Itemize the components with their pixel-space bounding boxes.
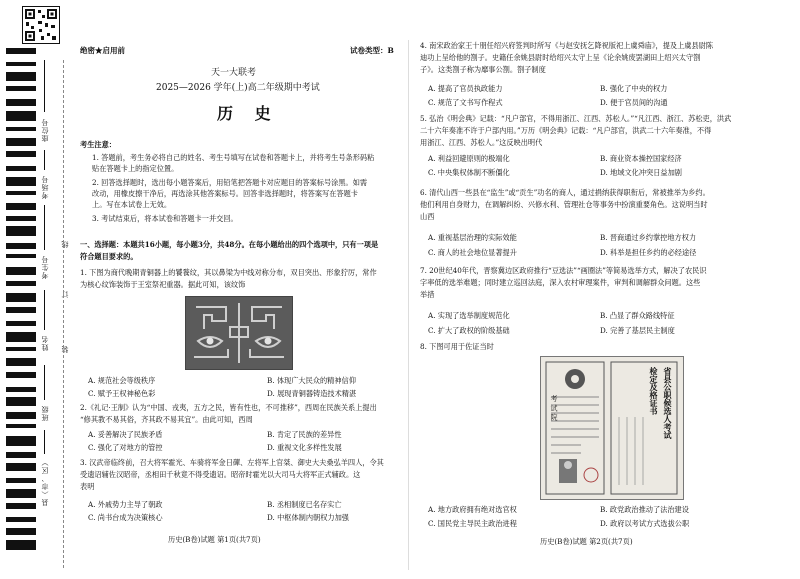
q4-stem: 迪功上呈给他的劄子。史籍任余姚县尉时给绍兴太守上呈《论余姚废罢湖田上绍兴太守劄: [420, 53, 701, 62]
q3-option-b[interactable]: B. 丞相制度已名存实亡: [267, 500, 342, 509]
q6-option-d[interactable]: D. 科举是担任乡约的必经途径: [600, 248, 697, 257]
county-line: [44, 430, 45, 454]
notes-item: 改动，用橡皮擦干净后，再选涂其他答案标号。回答非选择题时，将答案写在答题卡: [92, 189, 358, 198]
q6-stem: 6. 清代山西一些县在“监生”或“贡生”功名的商人，通过捐纳获得职衔后，常被推举为乡约。: [420, 188, 710, 197]
q2-stem: 2.《礼记·王制》认为“中国、戎夷，五方之民，皆有性也，不可推移”，西周在民族关系上提出: [80, 403, 377, 412]
candidate-label: 考生号: [41, 255, 49, 279]
class-line: [44, 365, 45, 400]
q6-option-a[interactable]: A. 重视基层治理的实际效能: [428, 233, 517, 242]
q5-option-c[interactable]: C. 中央集权体制不断僵化: [428, 168, 510, 177]
q1-option-c[interactable]: C. 赋予王权神秘色彩: [88, 389, 156, 398]
name-line: [44, 290, 45, 330]
q7-option-a[interactable]: A. 实现了选举制度规范化: [428, 311, 510, 320]
q3-option-c[interactable]: C. 尚书台成为决策核心: [88, 513, 163, 522]
notes-item: 3. 考试结束后，将本试卷和答题卡一并交回。: [92, 214, 238, 223]
q2-option-d[interactable]: D. 重视文化多样性发展: [267, 443, 342, 452]
q5-option-b[interactable]: B. 商业资本操控国家经济: [600, 154, 682, 163]
q6-stem: 山西: [420, 212, 435, 221]
exam-title: 2025—2026 学年(上)高二年级期中考试: [156, 83, 320, 93]
room-label: 考场号: [41, 175, 49, 199]
q8-option-c[interactable]: C. 国民党主导民主政治进程: [428, 519, 517, 528]
q6-option-b[interactable]: B. 晋商通过乡约掌控地方权力: [600, 233, 697, 242]
certificate-side-text: 考 试 院: [550, 395, 558, 421]
q8-option-a[interactable]: A. 地方政府拥有绝对选官权: [428, 505, 517, 514]
q6-stem: 他们利用自身财力，在调解纠纷、兴修水利、管理社仓等事务中扮演重要角色。这说明当时: [420, 200, 708, 209]
seat-label: 座位号: [41, 118, 49, 142]
q1-stem: 1. 下图为商代晚期青铜器上的饕餮纹，其以鼻梁为中线对称分布，双目突出、形象狞厉，常作: [80, 268, 377, 277]
q7-stem: 7. 20世纪40年代，晋察冀边区政府推行“豆选法”“画圈法”等简易选举方式，解决了农民识: [420, 266, 707, 275]
page-divider: [408, 40, 409, 570]
q8-stem: 8. 下图可用于佐证当时: [420, 342, 494, 351]
q4-option-a[interactable]: A. 提高了官员执政能力: [428, 84, 503, 93]
county-label: 县（市、区）: [41, 458, 49, 506]
bronze-taotie-figure: [185, 296, 293, 370]
q1-option-a[interactable]: A. 规范社会等级秩序: [88, 376, 156, 385]
q3-option-a[interactable]: A. 外戚势力主导了朝政: [88, 500, 163, 509]
q3-option-d[interactable]: D. 中枢体制内朝权力加强: [267, 513, 349, 522]
q5-stem: 二十六年奏准不许于户部内用。”万历《明会典》记载：“凡户部官，洪武二十六年奏准，不得: [420, 126, 712, 135]
q2-option-b[interactable]: B. 肯定了民族的差异性: [267, 430, 342, 439]
q1-option-d[interactable]: D. 展现青铜器铸造技术精湛: [267, 389, 357, 398]
binding-dashed-line: [63, 60, 64, 568]
q3-stem: 表明: [80, 482, 95, 491]
q4-option-d[interactable]: D. 便于官员间的沟通: [600, 98, 668, 107]
q7-option-c[interactable]: C. 扩大了政权的阶级基础: [428, 326, 510, 335]
certificate-figure: [540, 356, 684, 500]
q2-option-a[interactable]: A. 妥善解决了民族矛盾: [88, 430, 163, 439]
seat-line: [44, 60, 45, 112]
notes-item: 2. 回答选择题时，选出每小题答案后，用铅笔把答题卡对应题目的答案标号涂黑。如需: [92, 178, 368, 187]
cut-mark-bind: 装: [61, 345, 69, 353]
q5-stem: 用浙江、江西、苏松人。”这反映出明代: [420, 138, 543, 147]
q7-stem: 举措: [420, 290, 435, 299]
cut-mark-line: 线: [61, 240, 69, 248]
candidate-line: [44, 205, 45, 250]
q8-option-d[interactable]: D. 政府以考试方式选拔公职: [600, 519, 690, 528]
barcode-icon: [6, 48, 36, 574]
section-heading: 一、选择题：本题共16小题，每小题3分，共48分。在每小题给出的四个选项中，只有一项是: [80, 240, 379, 249]
footer-right: 历史(B卷)试题 第2页(共7页): [540, 537, 633, 546]
binding-strip: [0, 0, 68, 579]
q2-option-c[interactable]: C. 强化了对地方的管控: [88, 443, 163, 452]
certificate-title-line2: 检定及格证书: [649, 367, 659, 415]
subject-title: 历 史: [217, 104, 279, 123]
q4-stem: 4. 南宋政治家王十朋任绍兴府签判时所写《与赵安抚乞降祝版祀上虞舜庙》，提及上虞县尉陈: [420, 41, 714, 50]
notes-item: 贴在答题卡上的指定位置。: [92, 164, 179, 173]
q5-option-a[interactable]: A. 利益回避原则的极端化: [428, 154, 510, 163]
notes-item: 上。写在本试卷上无效。: [92, 200, 172, 209]
q4-option-c[interactable]: C. 规范了文书写作程式: [428, 98, 503, 107]
q2-stem: “修其教不易其俗，齐其政不易其宜”。由此可知，西周: [80, 415, 253, 424]
room-line: [44, 150, 45, 170]
qr-code-icon: [22, 6, 60, 44]
q7-option-d[interactable]: D. 完善了基层民主制度: [600, 326, 675, 335]
q4-option-b[interactable]: B. 强化了中央的权力: [600, 84, 668, 93]
q4-stem: 子》。这类劄子称为靡事公劄。劄子制度: [420, 65, 546, 74]
class-label: 班级: [41, 405, 49, 421]
q3-stem: 受遗诏辅佐汉昭帝，丞相田千秋竟不得受遗诏。昭帝时霍光以大司马大将军正式辅政。这: [80, 470, 361, 479]
footer-left: 历史(B卷)试题 第1页(共7页): [168, 535, 261, 544]
q7-option-b[interactable]: B. 凸显了群众路线特征: [600, 311, 675, 320]
q5-option-d[interactable]: D. 地域文化冲突日益加剧: [600, 168, 682, 177]
org-title: 天一大联考: [211, 68, 257, 78]
q5-stem: 5. 弘治《明会典》记载：“凡户部官，不得用浙江、江西、苏松人。”“凡江西、浙江、苏松吏，洪武: [420, 114, 732, 123]
notes-title: 考生注意：: [80, 140, 116, 149]
paper-type: 试卷类型：B: [350, 46, 394, 55]
cut-mark-staple: 订: [61, 290, 69, 298]
q3-stem: 3. 汉武帝临终前，召大将军霍光、车骑将军金日磾、左将军上官桀、御史大夫桑弘羊四人，令其: [80, 458, 384, 467]
secret-mark: 绝密★启用前: [80, 46, 125, 55]
certificate-title-line1: 省县公职候选人考试: [663, 367, 673, 439]
q1-option-b[interactable]: B. 体现广大民众的精神信仰: [267, 376, 356, 385]
q8-option-b[interactable]: B. 政党政治推动了法治建设: [600, 505, 689, 514]
notes-item: 1. 答题前，考生务必将自己的姓名、考生号填写在试卷和答题卡上，并将考生号条形码粘: [92, 153, 375, 162]
section-heading: 符合题目要求的。: [80, 252, 138, 261]
q1-stem: 为核心纹饰装饰于王室祭祀重器。据此可知，该纹饰: [80, 280, 246, 289]
q6-option-c[interactable]: C. 商人的社会地位显著提升: [428, 248, 517, 257]
q7-stem: 字率低的选举难题；同时建立巡回法庭，深入农村审理案件，审判和调解群众问题。这些: [420, 278, 701, 287]
name-label: 姓名: [41, 335, 49, 351]
